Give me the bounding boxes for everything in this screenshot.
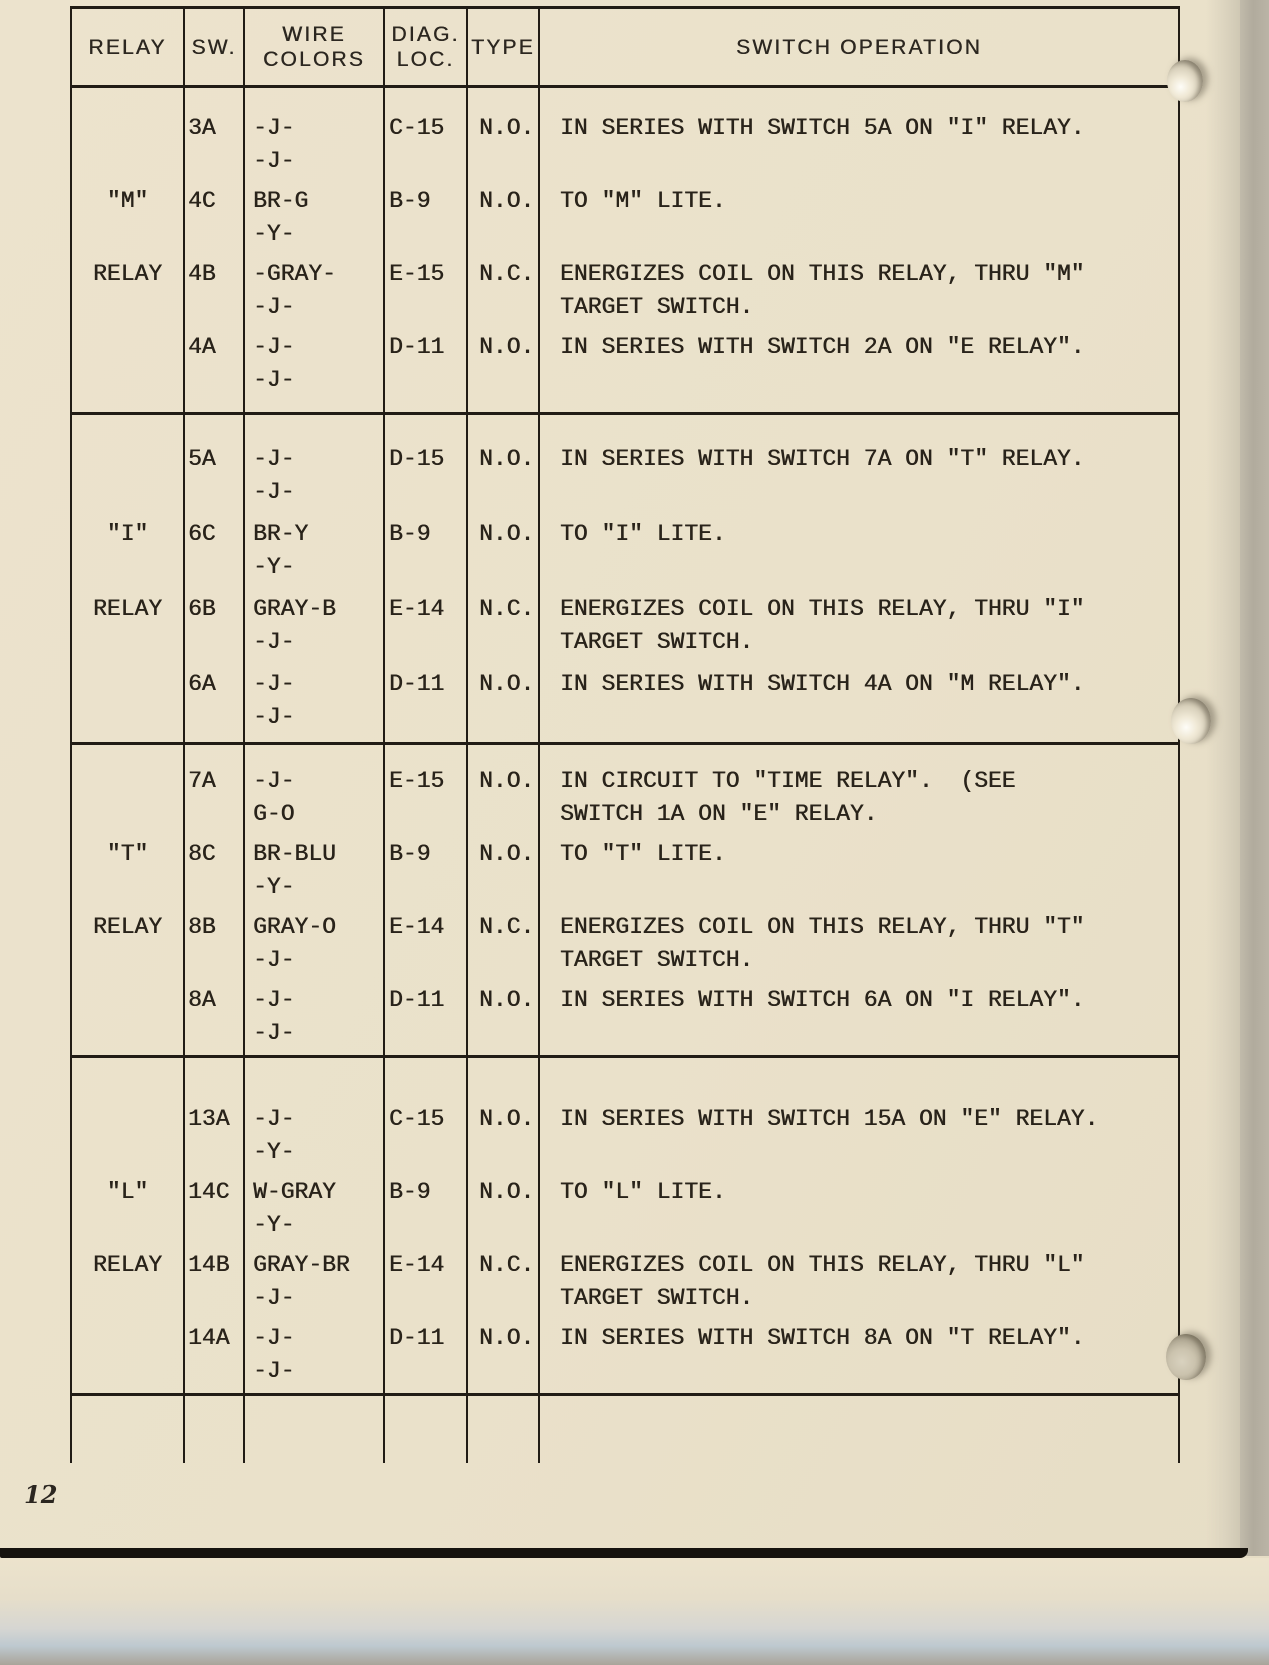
relay-name-cell xyxy=(72,745,185,1055)
binder-hole-middle xyxy=(1171,698,1211,744)
type-cell xyxy=(468,415,540,742)
diag-loc-value: B-9 xyxy=(389,521,431,547)
sw-cell xyxy=(185,88,245,412)
wire-color-line: G-O xyxy=(253,801,295,827)
sw-cell xyxy=(185,415,245,742)
operation-line: TO "L" LITE. xyxy=(560,1179,726,1205)
diag-loc-cell xyxy=(385,415,468,742)
operation-line: IN SERIES WITH SWITCH 8A ON "T RELAY". xyxy=(560,1325,1085,1351)
type-value: N.O. xyxy=(479,671,535,697)
diag-loc-cell xyxy=(385,1058,468,1393)
wire-color-line: -J- xyxy=(253,704,295,730)
wire-color-line: -J- xyxy=(253,367,295,393)
relay-group xyxy=(72,742,1178,1055)
wire-color-line: -J- xyxy=(253,1285,295,1311)
diag-loc-value: E-14 xyxy=(389,596,445,622)
wire-color-line: -J- xyxy=(253,987,295,1013)
sw-value: 7A xyxy=(188,768,216,794)
wire-color-line: GRAY-BR xyxy=(253,1252,350,1278)
page-edge-shadow xyxy=(1206,0,1240,1556)
diag-loc-value: D-11 xyxy=(389,1325,445,1351)
relay-group xyxy=(72,1055,1178,1393)
type-value: N.C. xyxy=(479,914,535,940)
operation-line: TO "T" LITE. xyxy=(560,841,726,867)
wire-color-line: BR-G xyxy=(253,188,309,214)
sw-value: 4C xyxy=(188,188,216,214)
type-value: N.O. xyxy=(479,115,535,141)
type-value: N.C. xyxy=(479,596,535,622)
diag-loc-value: C-15 xyxy=(389,1106,445,1132)
header-switch-operation-label: SWITCH OPERATION xyxy=(736,35,982,59)
sw-value: 3A xyxy=(188,115,216,141)
diag-loc-value: D-11 xyxy=(389,334,445,360)
operation-line: TARGET SWITCH. xyxy=(560,629,754,655)
wire-colors-cell xyxy=(245,88,385,412)
sw-value: 4A xyxy=(188,334,216,360)
empty-cell xyxy=(540,1396,1178,1463)
wire-color-line: -Y- xyxy=(253,874,295,900)
diag-loc-cell xyxy=(385,88,468,412)
diag-loc-value: E-14 xyxy=(389,914,445,940)
sw-cell xyxy=(185,1058,245,1393)
diag-loc-cell xyxy=(385,745,468,1055)
type-value: N.O. xyxy=(479,987,535,1013)
operation-line: SWITCH 1A ON "E" RELAY. xyxy=(560,801,878,827)
operation-line: ENERGIZES COIL ON THIS RELAY, THRU "M" xyxy=(560,261,1085,287)
relay-word: RELAY xyxy=(92,596,162,622)
empty-cell xyxy=(72,1396,185,1463)
wire-color-line: -J- xyxy=(253,115,295,141)
wire-color-line: -Y- xyxy=(253,221,295,247)
wire-color-line: GRAY-B xyxy=(253,596,336,622)
diag-loc-value: D-11 xyxy=(389,987,445,1013)
header-diag-line2: LOC. xyxy=(396,48,455,71)
wire-colors-cell xyxy=(245,1058,385,1393)
header-type-label: TYPE xyxy=(471,35,535,59)
wire-color-line: -Y- xyxy=(253,1139,295,1165)
sw-cell xyxy=(185,745,245,1055)
header-wire-line1: WIRE xyxy=(282,23,346,46)
sw-value: 13A xyxy=(188,1106,230,1132)
type-value: N.C. xyxy=(479,261,535,287)
sw-value: 14A xyxy=(188,1325,230,1351)
sw-value: 8C xyxy=(188,841,216,867)
wire-colors-cell xyxy=(245,745,385,1055)
type-value: N.O. xyxy=(479,446,535,472)
relay-name-cell xyxy=(72,415,185,742)
header-relay xyxy=(72,9,185,85)
wire-colors-cell xyxy=(245,415,385,742)
wire-color-line: -GRAY- xyxy=(253,261,336,287)
wire-color-line: GRAY-O xyxy=(253,914,336,940)
page-bottom-rule xyxy=(0,1548,1248,1558)
operation-line: TO "I" LITE. xyxy=(560,521,726,547)
sw-value: 14B xyxy=(188,1252,230,1278)
operation-line: TARGET SWITCH. xyxy=(560,947,754,973)
relay-name-cell xyxy=(72,1058,185,1393)
header-sw-label: SW. xyxy=(191,35,237,59)
operation-line: ENERGIZES COIL ON THIS RELAY, THRU "L" xyxy=(560,1252,1085,1278)
sw-value: 4B xyxy=(188,261,216,287)
wire-color-line: -J- xyxy=(253,334,295,360)
diag-loc-value: C-15 xyxy=(389,115,445,141)
relay-word: RELAY xyxy=(92,914,162,940)
type-value: N.O. xyxy=(479,334,535,360)
relay-letter: "L" xyxy=(106,1179,149,1205)
wire-color-line: -J- xyxy=(253,1358,295,1384)
wire-color-line: -J- xyxy=(253,148,295,174)
diag-loc-value: E-14 xyxy=(389,1252,445,1278)
scan-background-edge xyxy=(1240,0,1269,1556)
wire-color-line: -Y- xyxy=(253,554,295,580)
relay-letter: "I" xyxy=(106,521,149,547)
diag-loc-value: E-15 xyxy=(389,261,445,287)
operation-line: TARGET SWITCH. xyxy=(560,1285,754,1311)
table-body xyxy=(72,85,1178,1393)
empty-cell xyxy=(385,1396,468,1463)
operation-line: IN SERIES WITH SWITCH 6A ON "I RELAY". xyxy=(560,987,1085,1013)
wire-color-line: -J- xyxy=(253,629,295,655)
wire-color-line: -J- xyxy=(253,768,295,794)
empty-row-group xyxy=(72,1393,1178,1463)
wire-color-line: BR-Y xyxy=(253,521,309,547)
diag-loc-value: D-11 xyxy=(389,671,445,697)
operation-line: IN SERIES WITH SWITCH 5A ON "I" RELAY. xyxy=(560,115,1085,141)
operation-line: ENERGIZES COIL ON THIS RELAY, THRU "I" xyxy=(560,596,1085,622)
switch-operation-cell xyxy=(540,415,1178,742)
sw-value: 6A xyxy=(188,671,216,697)
diag-loc-value: E-15 xyxy=(389,768,445,794)
sw-value: 14C xyxy=(188,1179,230,1205)
header-diag-loc xyxy=(385,9,468,85)
relay-word: RELAY xyxy=(92,261,162,287)
type-value: N.C. xyxy=(479,1252,535,1278)
relay-group xyxy=(72,85,1178,412)
relay-letter: "T" xyxy=(106,841,149,867)
header-wire-colors xyxy=(245,9,385,85)
type-value: N.O. xyxy=(479,188,535,214)
wire-color-line: -J- xyxy=(253,479,295,505)
wire-color-line: -J- xyxy=(253,294,295,320)
sw-value: 8B xyxy=(188,914,216,940)
switch-operation-cell xyxy=(540,1058,1178,1393)
type-cell xyxy=(468,88,540,412)
sw-value: 8A xyxy=(188,987,216,1013)
page-bottom-edge xyxy=(0,1558,1269,1665)
type-value: N.O. xyxy=(479,1106,535,1132)
switch-operation-cell xyxy=(540,745,1178,1055)
empty-cell xyxy=(185,1396,245,1463)
operation-line: TO "M" LITE. xyxy=(560,188,726,214)
wire-color-line: BR-BLU xyxy=(253,841,336,867)
wire-color-line: -J- xyxy=(253,446,295,472)
diag-loc-value: B-9 xyxy=(389,1179,431,1205)
operation-line: ENERGIZES COIL ON THIS RELAY, THRU "T" xyxy=(560,914,1085,940)
type-cell xyxy=(468,745,540,1055)
empty-cell xyxy=(245,1396,385,1463)
operation-line: IN SERIES WITH SWITCH 15A ON "E" RELAY. xyxy=(560,1106,1099,1132)
type-cell xyxy=(468,1058,540,1393)
empty-cell xyxy=(468,1396,540,1463)
sw-value: 5A xyxy=(188,446,216,472)
operation-line: IN CIRCUIT TO "TIME RELAY". (SEE xyxy=(560,768,1016,794)
header-type xyxy=(468,9,540,85)
binder-hole-bottom xyxy=(1166,1334,1206,1380)
operation-line: IN SERIES WITH SWITCH 7A ON "T" RELAY. xyxy=(560,446,1085,472)
type-value: N.O. xyxy=(479,521,535,547)
operation-line: IN SERIES WITH SWITCH 4A ON "M RELAY". xyxy=(560,671,1085,697)
wire-color-line: -J- xyxy=(253,947,295,973)
operation-line: TARGET SWITCH. xyxy=(560,294,754,320)
page-number: 12 xyxy=(24,1480,58,1509)
wire-color-line: -Y- xyxy=(253,1212,295,1238)
relay-name-cell xyxy=(72,88,185,412)
operation-line: IN SERIES WITH SWITCH 2A ON "E RELAY". xyxy=(560,334,1085,360)
type-value: N.O. xyxy=(479,1325,535,1351)
wire-color-line: -J- xyxy=(253,1106,295,1132)
switch-operation-cell xyxy=(540,88,1178,412)
relay-switch-table xyxy=(70,6,1180,1463)
diag-loc-value: B-9 xyxy=(389,188,431,214)
header-switch-operation xyxy=(540,9,1178,85)
sw-value: 6B xyxy=(188,596,216,622)
wire-color-line: -J- xyxy=(253,1325,295,1351)
header-diag-line1: DIAG. xyxy=(391,23,460,46)
wire-color-line: -J- xyxy=(253,671,295,697)
table-header-row xyxy=(72,9,1178,85)
wire-color-line: -J- xyxy=(253,1020,295,1046)
binder-hole-top xyxy=(1167,60,1203,102)
header-relay-label: RELAY xyxy=(88,35,167,59)
header-wire-line2: COLORS xyxy=(263,48,365,71)
type-value: N.O. xyxy=(479,841,535,867)
sw-value: 6C xyxy=(188,521,216,547)
relay-word: RELAY xyxy=(92,1252,162,1278)
diag-loc-value: D-15 xyxy=(389,446,445,472)
type-value: N.O. xyxy=(479,768,535,794)
relay-group xyxy=(72,412,1178,742)
header-sw xyxy=(185,9,245,85)
type-value: N.O. xyxy=(479,1179,535,1205)
diag-loc-value: B-9 xyxy=(389,841,431,867)
wire-color-line: W-GRAY xyxy=(253,1179,336,1205)
relay-letter: "M" xyxy=(106,188,149,214)
